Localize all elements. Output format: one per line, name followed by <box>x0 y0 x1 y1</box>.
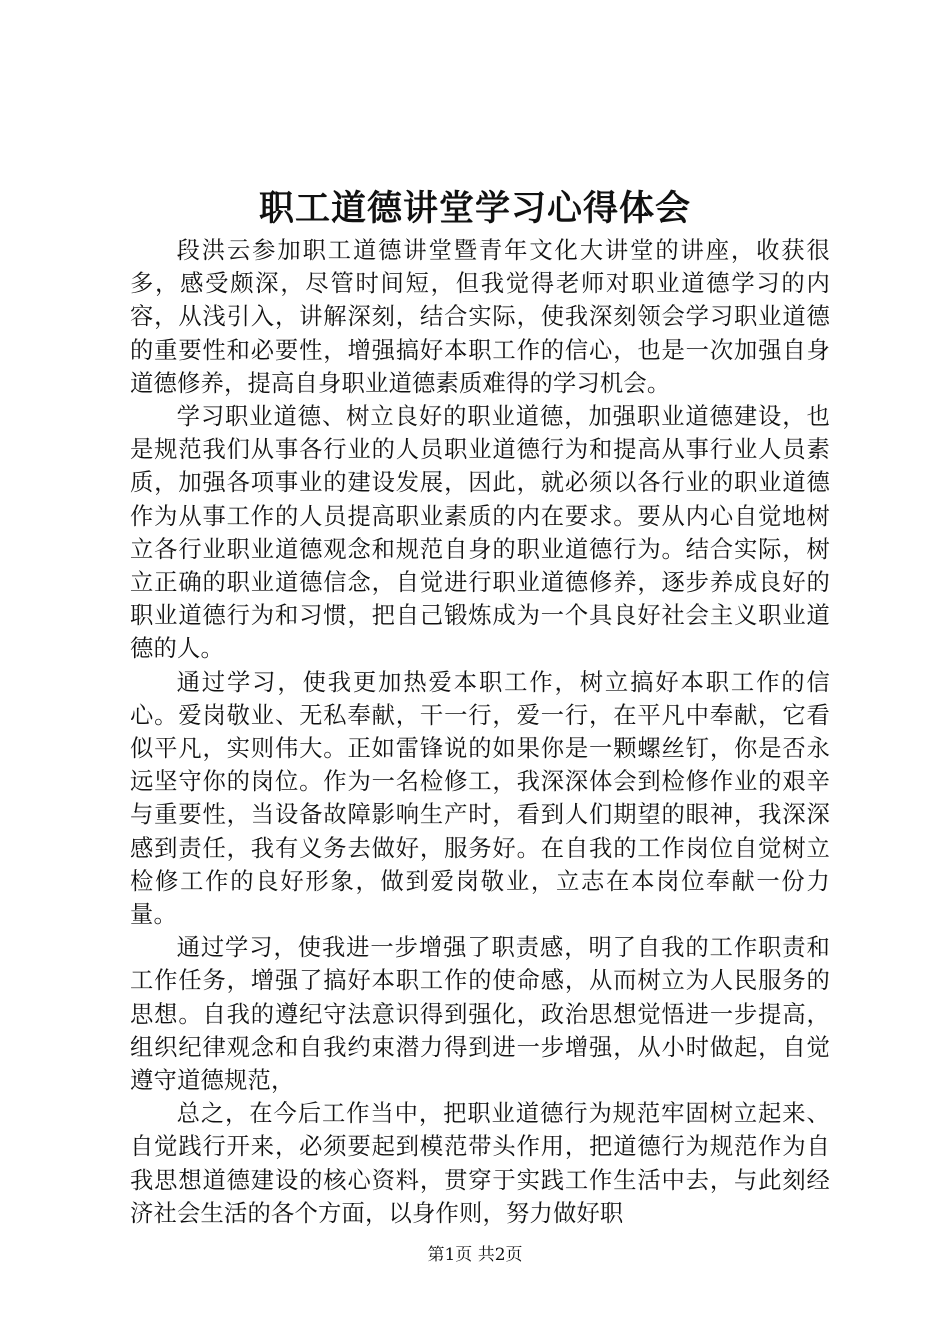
document-title: 职工道德讲堂学习心得体会 <box>258 188 691 229</box>
paragraph-3: 通过学习，使我更加热爱本职工作，树立搞好本职工作的信心。爱岗敬业、无私奉献，干一行，爱一行，在平凡中奉献，它看似平凡，实则伟大。正如雷锋说的如果你是一颗螺丝钉，你是否永远坚守你的岗位。作为一名检修工，我深深体会到检修作业的艰辛与重要性，当设备故障影响生产时，看到人们期望的眼神，我深深感到责任，我有义务去做好，服务好。在自我的工作岗位自觉树立检修工作的良好形象，做到爱岗敬业，立志在本岗位奉献一份力量。 <box>130 668 830 929</box>
paragraph-2: 学习职业道德、树立良好的职业道德，加强职业道德建设，也是规范我们从事各行业的人员职业道德行为和提高从事行业人员素质，加强各项事业的建设发展，因此，就必须以各行业的职业道德作为从事工作的人员提高职业素质的内在要求。要从内心自觉地树立各行业职业道德观念和规范自身的职业道德行为。结合实际，树立正确的职业道德信念，自觉进行职业道德修养，逐步养成良好的职业道德行为和习惯，把自己锻炼成为一个具良好社会主义职业道德的人。 <box>130 403 830 663</box>
paragraph-1: 段洪云参加职工道德讲堂暨青年文化大讲堂的讲座，收获很多，感受颇深，尽管时间短，但我觉得老师对职业道德学习的内容，从浅引入，讲解深刻，结合实际，使我深刻领会学习职业道德的重要性和必要性，增强搞好本职工作的信心，也是一次加强自身道德修养，提高自身职业道德素质难得的学习机会。 <box>130 237 830 397</box>
paragraph-5: 总之，在今后工作当中，把职业道德行为规范牢固树立起来、自觉践行开来，必须要起到模范带头作用，把道德行为规范作为自我思想道德建设的核心资料，贯穿于实践工作生活中去，与此刻经济社会生活的各个方面，以身作则，努力做好职 <box>130 1100 830 1227</box>
document-body <box>130 234 830 1230</box>
paragraph-4: 通过学习，使我进一步增强了职责感，明了自我的工作职责和工作任务，增强了搞好本职工作的使命感，从而树立为人民服务的思想。自我的遵纪守法意识得到强化，政治思想觉悟进一步提高，组织纪律观念和自我约束潜力得到进一步增强，从小时做起，自觉遵守道德规范， <box>130 934 830 1095</box>
page-number-footer: 第1页 共2页 <box>427 1245 523 1265</box>
